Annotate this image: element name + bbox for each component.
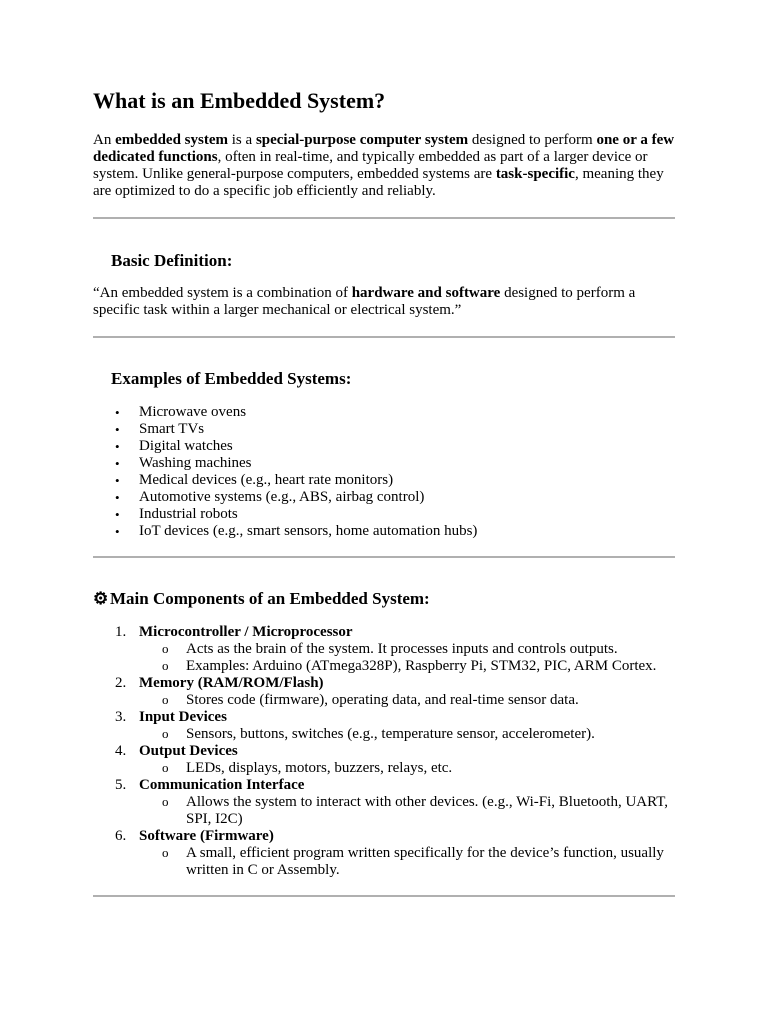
definition-text-2: designed to perform a specific task within a larger mechanical or electrical system.” [93,285,636,318]
intro-text-2: is a [228,132,256,148]
component-details [139,760,675,777]
intro-text-1: An [93,132,116,148]
list-item: • IoT devices (e.g., smart sensors, home automation hubs) [139,523,675,540]
detail-item: o Examples: Arduino (ATmega328P), Raspberry Pi, STM32, PIC, ARM Cortex. [186,658,675,675]
item-number: 4. [115,743,127,759]
intro-bold-3: one or a few dedicated functions [93,132,675,165]
list-item: • Smart TVs [139,421,675,438]
components-list [93,624,675,879]
list-item: • Industrial robots [139,506,675,523]
component-details [139,794,675,828]
divider [93,895,675,897]
component-title: Software (Firmware) [139,828,274,844]
component-item [115,828,675,879]
gear-icon: ⚙ [93,589,109,608]
divider [93,336,675,338]
component-details [139,641,675,675]
component-title: Microcontroller / Microprocessor [139,624,353,640]
item-number: 2. [115,675,127,691]
detail-item: o Sensors, buttons, switches (e.g., temperature sensor, accelerometer). [186,726,675,743]
component-title: Output Devices [139,743,238,759]
list-item: • Medical devices (e.g., heart rate monitors) [139,472,675,489]
definition-text-1: “An embedded system is a combination of [93,285,352,301]
intro-bold-1: embedded system [115,132,229,148]
components-heading [93,588,675,610]
component-item [115,675,675,709]
item-number: 1. [115,624,127,640]
component-item [115,777,675,828]
definition-heading: Basic Definition: [111,251,233,270]
intro-text-3: designed to perform [468,132,597,148]
detail-item: o A small, efficient program written specifically for the device’s function, usually written in C or Assembly. [186,845,675,879]
divider [93,556,675,558]
item-number: 5. [115,777,127,793]
item-number: 3. [115,709,127,725]
component-item [115,624,675,675]
intro-bold-4: task-specific [495,166,575,182]
page-title: What is an Embedded System? [93,88,386,113]
definition-bold: hardware and software [351,285,501,301]
component-item [115,743,675,777]
examples-list [93,404,675,540]
detail-item: o Allows the system to interact with other devices. (e.g., Wi-Fi, Bluetooth, UART, SPI, I2C) [186,794,675,828]
detail-item: o Stores code (firmware), operating data, and real-time sensor data. [186,692,675,709]
examples-heading: Examples of Embedded Systems: [111,369,352,388]
component-details [139,692,675,709]
definition-paragraph [93,285,675,319]
component-item [115,709,675,743]
list-item: • Washing machines [139,455,675,472]
component-title: Input Devices [139,709,227,725]
intro-text-4: , often in real-time, and typically embedded as part of a larger device or system. Unlike general-purpose computers, embedded systems are [93,149,648,182]
component-title: Memory (RAM/ROM/Flash) [139,675,324,691]
list-item: • Automotive systems (e.g., ABS, airbag control) [139,489,675,506]
detail-item: o Acts as the brain of the system. It processes inputs and controls outputs. [186,641,675,658]
list-item: • Microwave ovens [139,404,675,421]
intro-text-5: , meaning they are optimized to do a specific job efficiently and reliably. [93,166,664,199]
components-heading-text: Main Components of an Embedded System: [110,589,430,608]
component-details [139,726,675,743]
component-title: Communication Interface [139,777,305,793]
item-number: 6. [115,828,127,844]
list-item: • Digital watches [139,438,675,455]
divider [93,217,675,219]
detail-item: o LEDs, displays, motors, buzzers, relays, etc. [186,760,675,777]
component-details [139,845,675,879]
intro-bold-2: special-purpose computer system [255,132,469,148]
intro-paragraph [93,132,675,200]
